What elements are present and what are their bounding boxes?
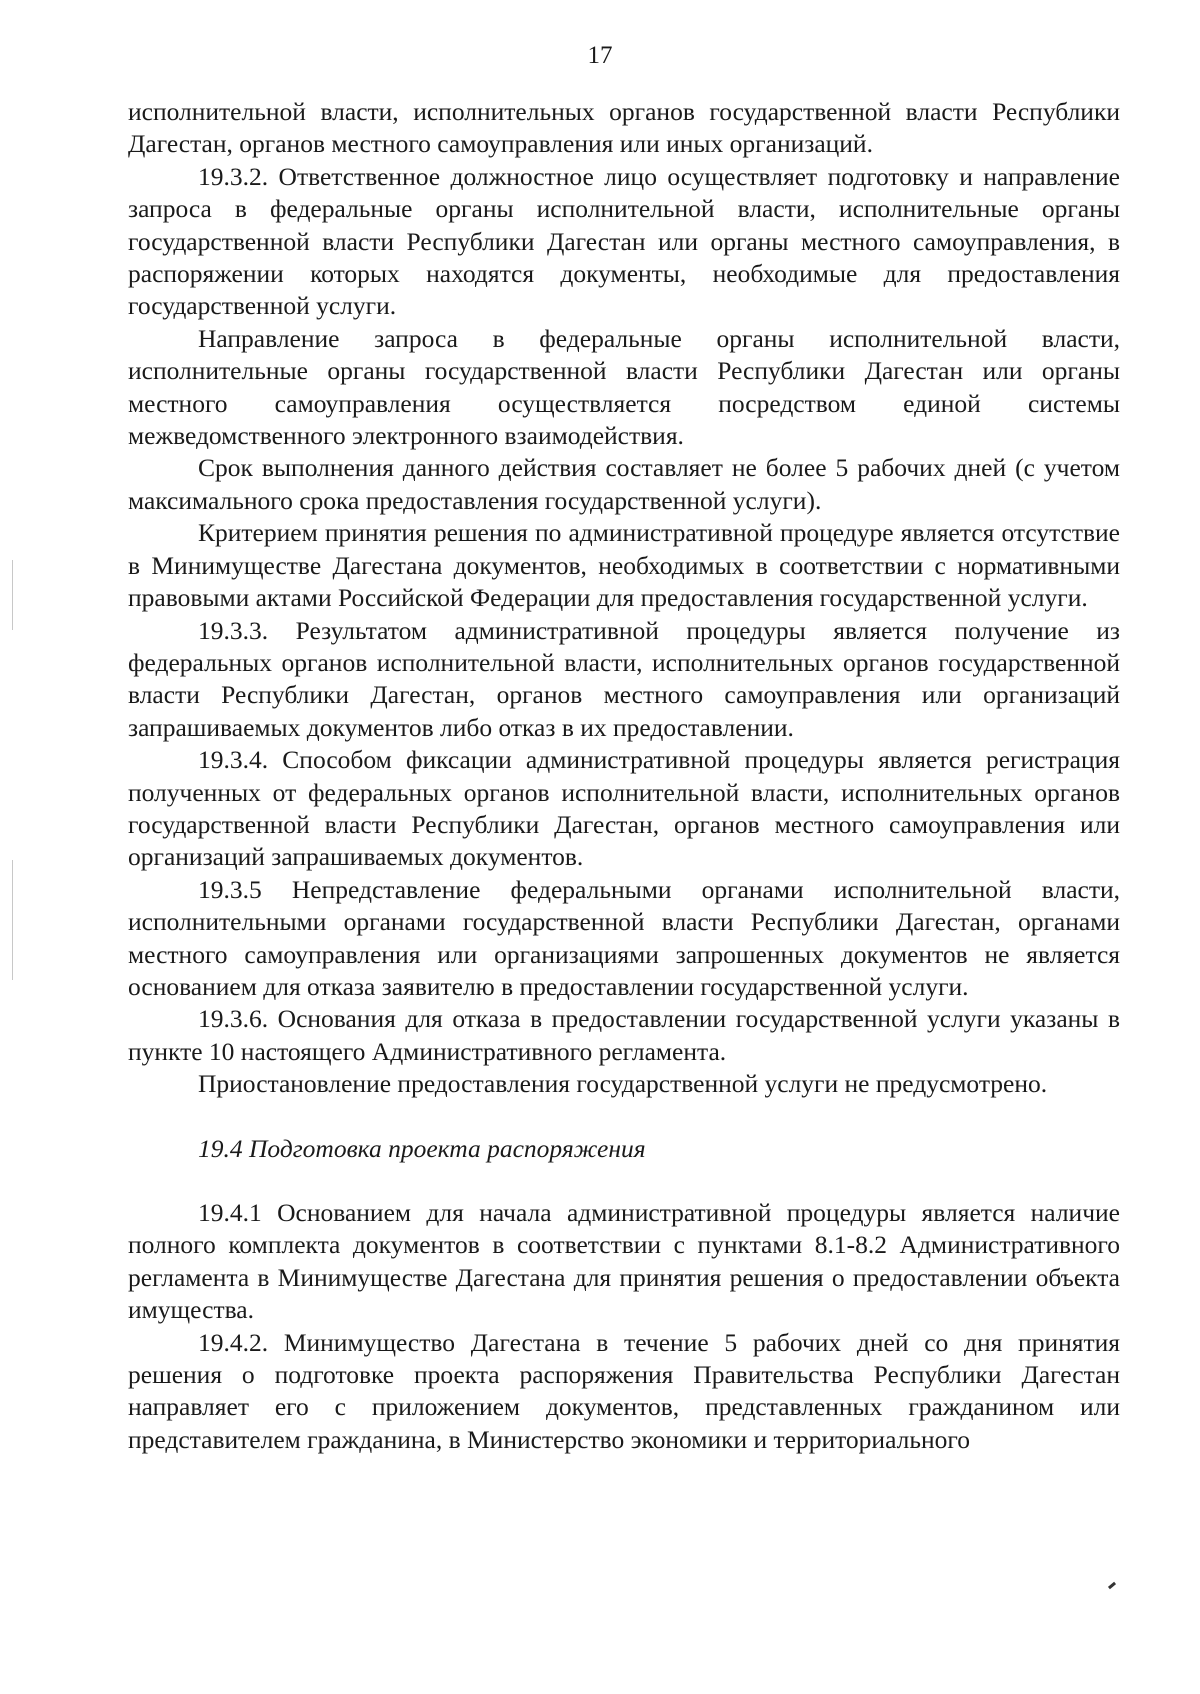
paragraph-19-3-6: 19.3.6. Основания для отказа в предоставлении государственной услуги указаны в пункте 10 настоящего Административного регламента. xyxy=(128,1004,1120,1066)
document-body xyxy=(128,96,1120,1456)
paragraph-criterion: Критерием принятия решения по административной процедуре является отсутствие в Минимуществе Дагестана документов, необходимых в соответствии с нормативными правовыми актами Российской Федерации для предоставления государственной услуги. xyxy=(128,518,1120,613)
paragraph-suspension: Приостановление предоставления государственной услуги не предусмотрено. xyxy=(198,1069,1048,1099)
paragraph-19-4-2: 19.4.2. Минимущество Дагестана в течение 5 рабочих дней со дня принятия решения о подготовке проекта распоряжения Правительства Республики Дагестан направляет его с приложением документов, представленных гражданином или представителем гражданина, в Министерство экономики и территориального xyxy=(128,1327,1120,1454)
section-heading: 19.4 Подготовка проекта распоряжения xyxy=(198,1133,646,1163)
paragraph-19-3-2: 19.3.2. Ответственное должностное лицо осуществляет подготовку и направление запроса в федеральные органы исполнительной власти, исполнительные органы государственной власти Республики Дагестан или органы местного самоуправления, в распоряжении которых находятся документы, необходимые для предоставления государственной услуги. xyxy=(128,161,1120,321)
paragraph-19-3-5: 19.3.5 Непредставление федеральными органами исполнительной власти, исполнительными органами государственной власти Республики Дагестан, органами местного самоуправления или организациями запрошенных документов не является основанием для отказа заявителю в предоставлении государственной услуги. xyxy=(128,874,1120,1001)
paragraph-request-direction: Направление запроса в федеральные органы исполнительной власти, исполнительные органы государственной власти Республики Дагестан или органы местного самоуправления осуществляется посредством единой системы межведомственного электронного взаимодействия. xyxy=(128,323,1120,451)
scan-margin-mark xyxy=(12,860,13,980)
scan-corner-mark xyxy=(1108,1582,1116,1589)
paragraph-19-3-4: 19.3.4. Способом фиксации административной процедуры является регистрация полученных от федеральных органов исполнительной власти, исполнительных органов государственной власти Республики Дагестан, органов местного самоуправления или организаций запрашиваемых документов. xyxy=(128,745,1120,872)
page-number: 17 xyxy=(587,42,613,69)
paragraph-continuation: исполнительной власти, исполнительных органов государственной власти Республики Дагестан, органов местного самоуправления или иных организаций. xyxy=(128,97,1120,159)
paragraph-deadline: Срок выполнения данного действия составляет не более 5 рабочих дней (с учетом максимального срока предоставления государственной услуги). xyxy=(128,453,1120,515)
paragraph-19-3-3: 19.3.3. Результатом административной процедуры является получение из федеральных органов исполнительной власти, исполнительных органов государственной власти Республики Дагестан, органов местного самоуправления или организаций запрашиваемых документов либо отказ в их предоставлении. xyxy=(128,615,1120,742)
scan-margin-mark xyxy=(12,560,13,630)
paragraph-19-4-1: 19.4.1 Основанием для начала административной процедуры является наличие полного комплекта документов в соответствии с пунктами 8.1-8.2 Административного регламента в Минимуществе Дагестана для принятия решения о предоставлении объекта имущества. xyxy=(128,1198,1120,1325)
